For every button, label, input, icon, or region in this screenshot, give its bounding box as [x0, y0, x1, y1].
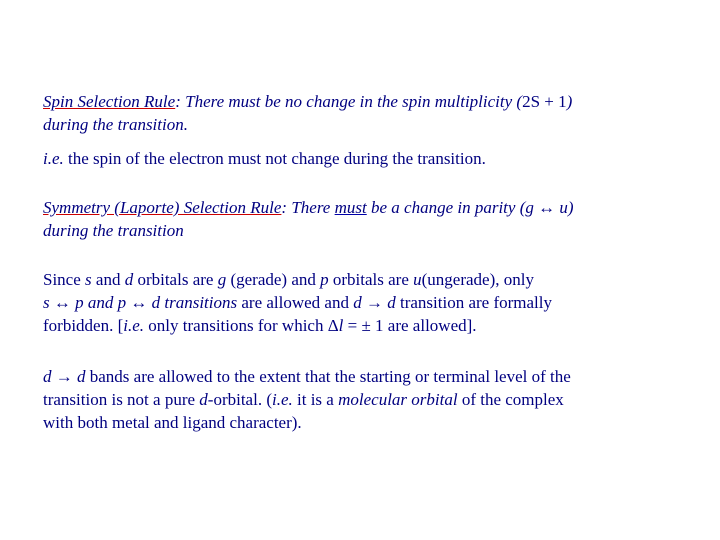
text-fragment: transition are formally [395, 293, 552, 312]
spin-explanation-text: the spin of the electron must not change during the transition. [63, 149, 486, 168]
text-fragment: = ± 1 are allowed]. [343, 316, 477, 335]
symmetry-selection-rule [43, 196, 693, 242]
text-fragment: s [85, 270, 92, 289]
dd-line-1 [43, 365, 693, 388]
spin-multiplicity-formula: 2S + 1 [522, 92, 567, 111]
symmetry-rule-title: Symmetry (Laporte) Selection Rule [43, 198, 282, 217]
text-fragment: l [338, 316, 344, 335]
text-fragment: forbidden. [ [43, 316, 124, 335]
text-fragment: orbitals are [328, 270, 414, 289]
text-fragment: only transitions for which [144, 316, 328, 335]
ie-abbrev: i.e. [43, 149, 64, 168]
spin-rule-line-2 [43, 113, 693, 136]
parity-line-2 [43, 291, 693, 314]
text-fragment: d [199, 390, 208, 409]
must-emphasis: must [334, 198, 367, 217]
spin-rule-line-1 [43, 90, 693, 113]
symmetry-rule-line2-text: during the transition [43, 221, 184, 240]
orbital-parity-paragraph [43, 268, 693, 337]
dd-line-3 [43, 411, 693, 434]
dd-line-2 [43, 388, 693, 411]
text-fragment: (gerade) and [226, 270, 321, 289]
text-fragment: transition is not a pure [43, 390, 200, 409]
spin-rule-text-end: ) [566, 92, 573, 111]
parity-line-3 [43, 314, 693, 337]
text-fragment: molecular orbital [338, 390, 458, 409]
text-fragment: s ↔ p and p ↔ d transitions [43, 293, 238, 312]
symmetry-rule-line-2 [43, 219, 693, 242]
spin-rule-text: There must be no change in the spin multiplicity ( [180, 92, 523, 111]
text-fragment: i.e. [271, 390, 293, 409]
text-fragment: p [320, 270, 329, 289]
text-fragment: d → d [353, 293, 396, 312]
parity-line-1 [43, 268, 693, 291]
text-fragment: orbitals are [133, 270, 218, 289]
text-fragment: with both metal and ligand character). [43, 413, 302, 432]
text-fragment: are allowed and [237, 293, 354, 312]
text-fragment: -orbital. ( [207, 390, 272, 409]
symmetry-rule-line-1 [43, 196, 693, 219]
text-fragment: and [91, 270, 125, 289]
text-fragment: bands are allowed to the extent that the starting or terminal level of the [85, 367, 571, 386]
symmetry-rule-text: : There [281, 198, 335, 217]
text-fragment: d [124, 270, 134, 289]
text-fragment: of the complex [457, 390, 564, 409]
text-fragment: d → d [43, 367, 86, 386]
text-fragment: (ungerade), only [421, 270, 534, 289]
spin-explanation [43, 147, 693, 170]
text-fragment: u [413, 270, 422, 289]
symmetry-rule-text-end: be a change in parity (g ↔ u) [366, 198, 574, 217]
text-fragment: Since [43, 270, 86, 289]
spin-rule-line2-text: during the transition. [43, 115, 188, 134]
spin-rule-colon: : [175, 92, 181, 111]
text-fragment: g [217, 270, 227, 289]
spin-rule-title: Spin Selection Rule [43, 92, 176, 111]
text-fragment: Δ [327, 316, 339, 335]
d-d-bands-paragraph [43, 365, 693, 434]
text-fragment: i.e. [123, 316, 145, 335]
spin-selection-rule [43, 90, 693, 136]
text-fragment: it is a [292, 390, 339, 409]
